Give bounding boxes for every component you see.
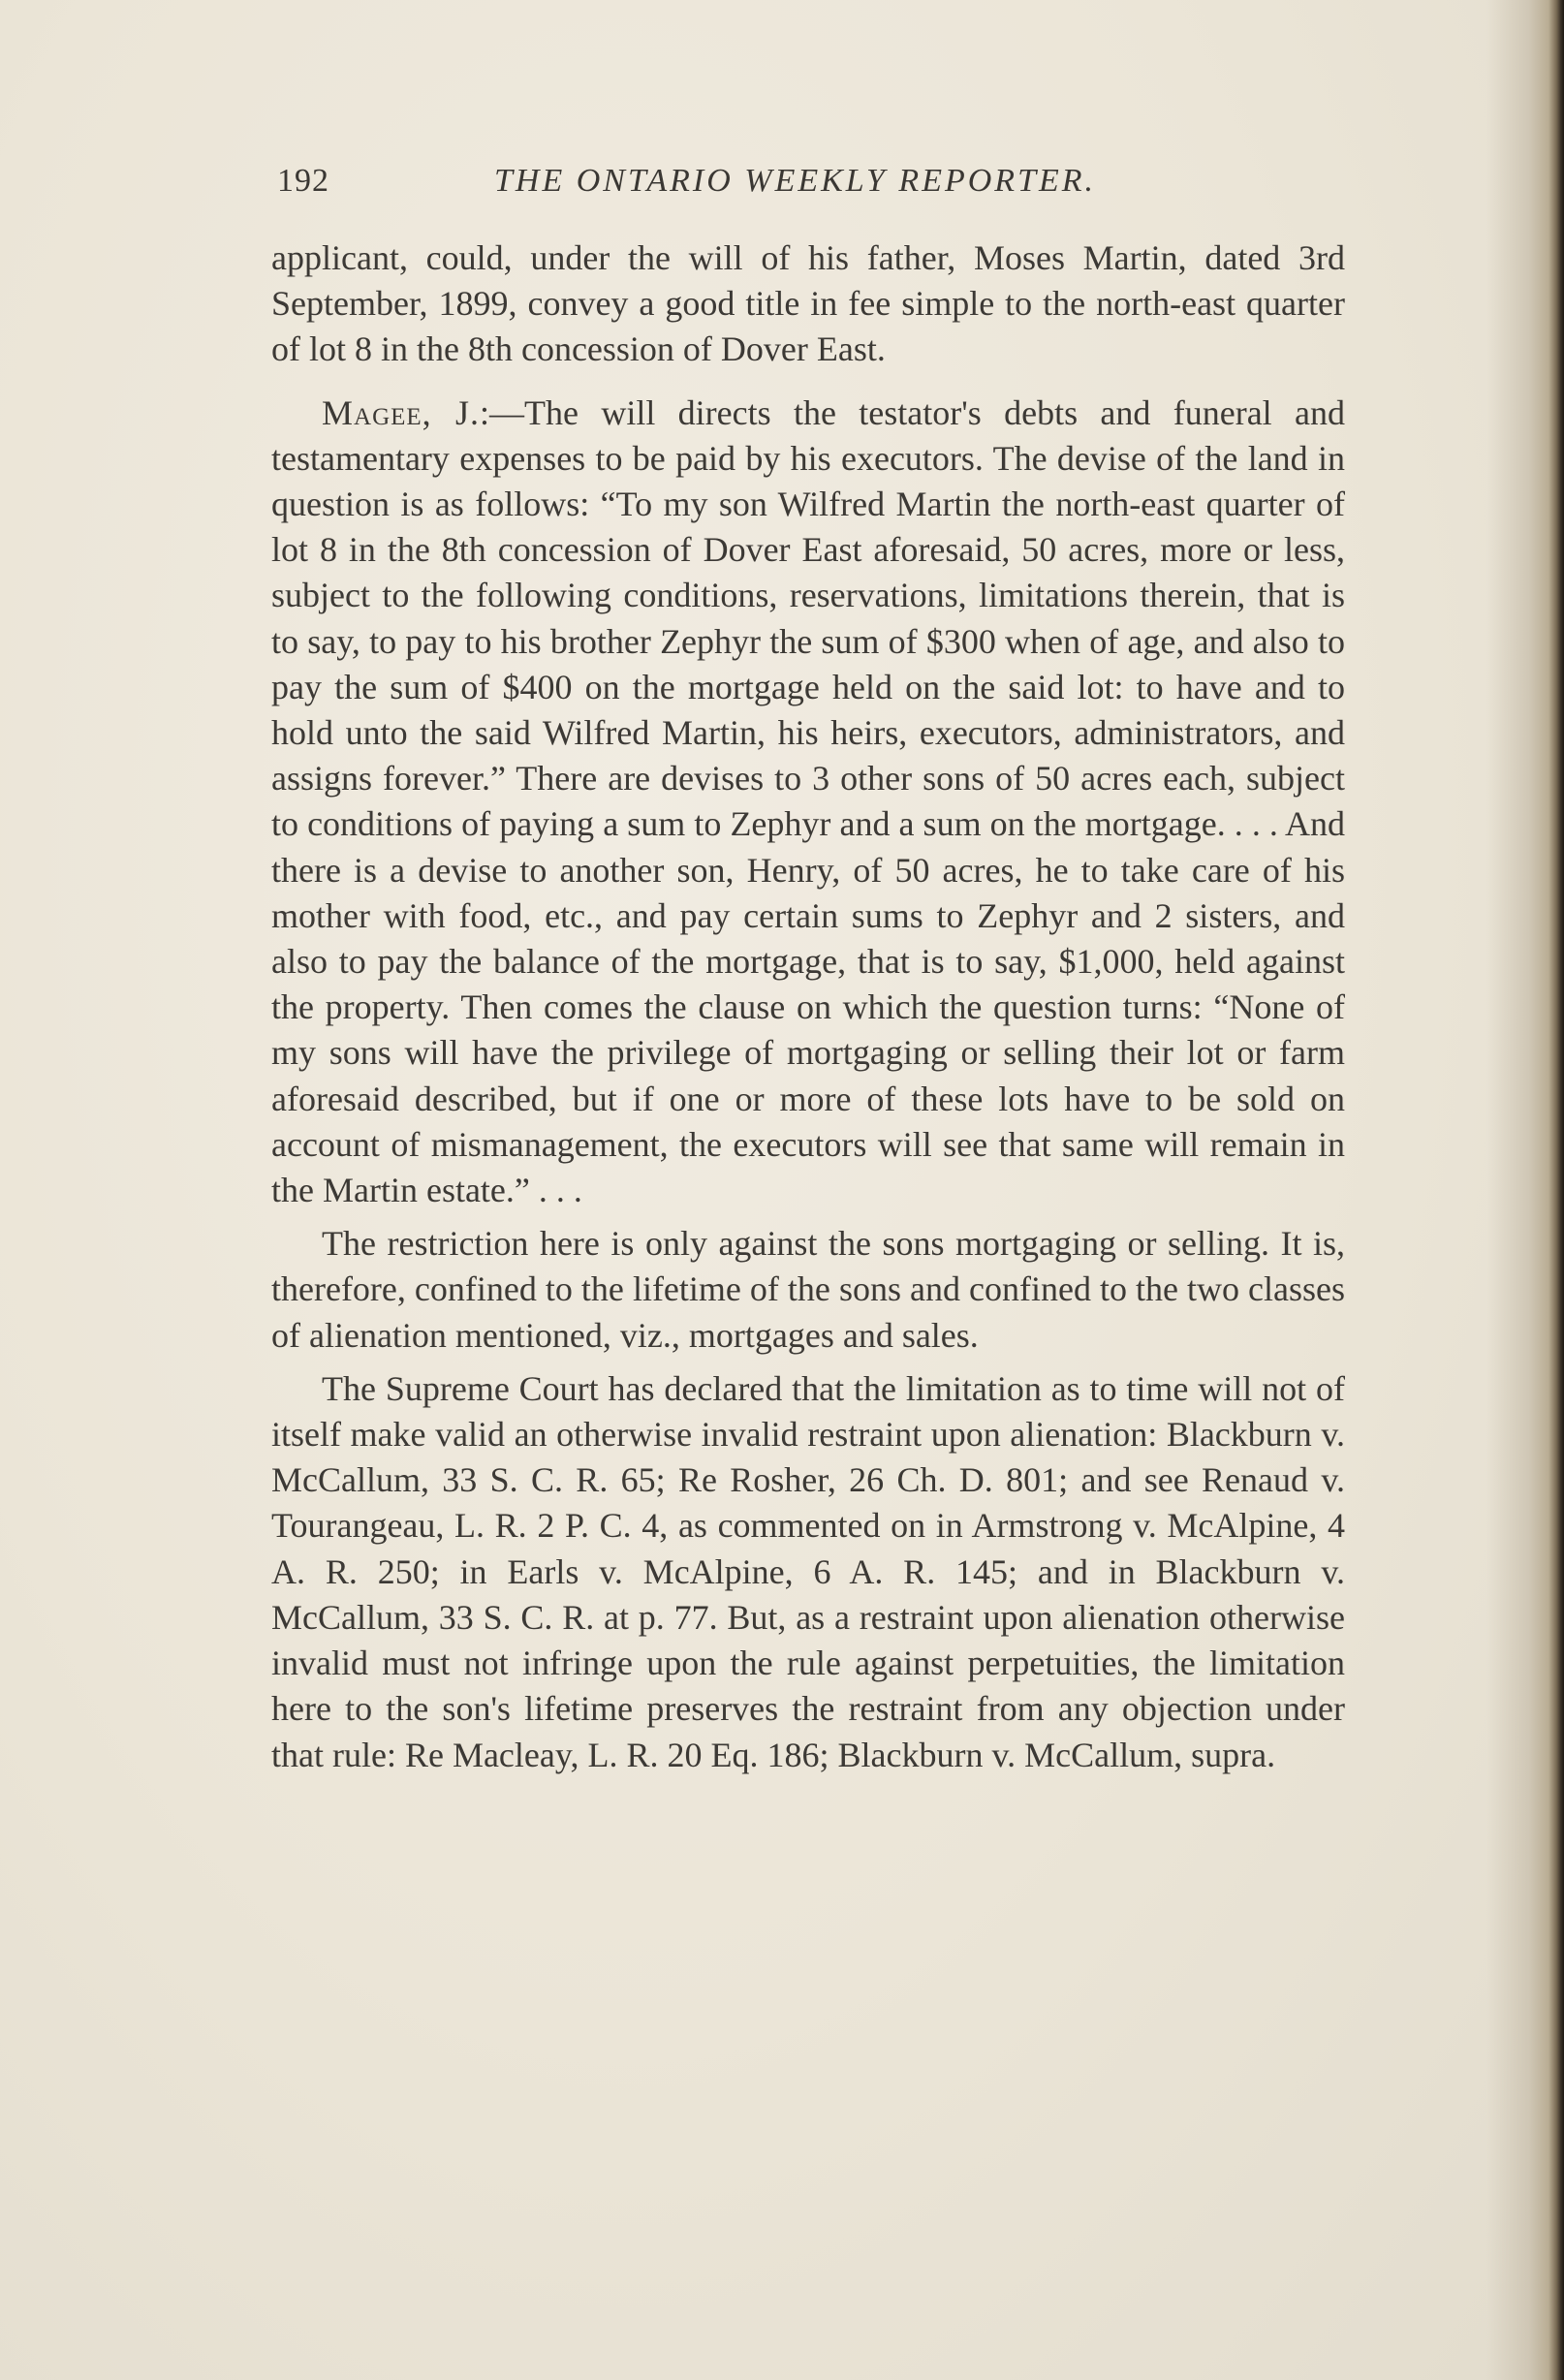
journal-title: THE ONTARIO WEEKLY REPORTER. [494,163,1097,199]
page-gutter-shadow [1486,0,1564,2380]
paragraph-judgment-text: :—The will directs the testator's debts and funeral and testamentary expenses to be paid by his executors. The devise of the land in question is as follows: “To my son Wilfred Martin the north-east quarter of lot 8 in the 8th concession of Dover East aforesaid, 50 acres, more or less, subject to the following conditions, reservations, limitations therein, that is to say, to pay to his brother Zephyr the sum of $300 when of age, and also to pay the sum of $400 on the mortgage held on the said lot: to have and to hold unto the said Wilfred Martin, his heirs, executors, administrators, and assigns forever.” There are devises to 3 other sons of 50 acres each, subject to conditions of paying a sum to Zephyr and a sum on the mortgage. . . . And there is a devise to another son, Henry, of 50 acres, he to take care of his mother with food, etc., and pay certain sums to Zephyr and 2 sisters, and also to pay the balance of the mortgage, that is to say, $1,000, held against the property. Then comes the clause on which the question turns: “None of my sons will have the privilege of mortgaging or selling their lot or farm aforesaid described, but if one or more of these lots have to be sold on account of mismanagement, the executors will see that same will remain in the Martin estate.” . . . [271,392,1345,1210]
paragraph-restriction: The restriction here is only against the sons mortgaging or selling. It is, therefore, confined to the lifetime of the sons and confined to the two classes of alienation mentioned, viz., mortgages and sales. [271,1224,1345,1355]
judge-name: Magee, J. [322,392,481,432]
running-header [277,160,1343,203]
page-number: 192 [277,163,329,199]
paragraph-continuation: applicant, could, under the will of his father, Moses Martin, dated 3rd September, 1899, convey a good title in fee simple to the north-east quarter of lot 8 in the 8th concession of Dover East. [271,238,1345,369]
paragraph-supreme-court: The Supreme Court has declared that the limitation as to time will not of itself make valid an otherwise invalid restraint upon alienation: Blackburn v. McCallum, 33 S. C. R. 65; Re Rosher, 26 Ch. D. 801; and see Renaud v. Tourangeau, L. R. 2 P. C. 4, as commented on in Armstrong v. McAlpine, 4 A. R. 250; in Earls v. McAlpine, 6 A. R. 145; and in Blackburn v. McCallum, 33 S. C. R. at p. 77. But, as a restraint upon alienation otherwise invalid must not infringe upon the rule against perpetuities, the limitation here to the son's lifetime preserves the restraint from any objection under that rule: Re Macleay, L. R. 20 Eq. 186; Blackburn v. McCallum, supra. [271,1368,1345,1774]
paragraph-judgment-opening [271,391,1345,1214]
body-text [271,235,1345,1778]
